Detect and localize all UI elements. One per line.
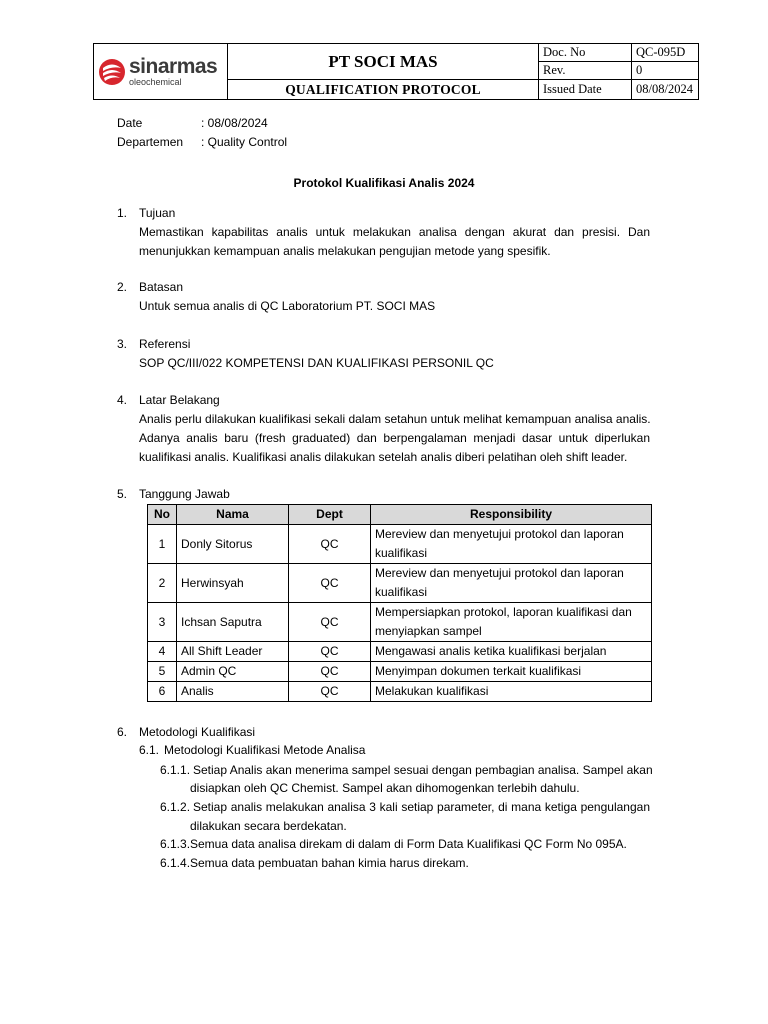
cell-dept: QC bbox=[289, 564, 371, 603]
meta-key-doc-no: Doc. No bbox=[539, 44, 632, 62]
item-line: Setiap Analis akan menerima sampel sesuai dengan pembagian analisa. Sampel akan bbox=[193, 763, 653, 777]
cell-responsibility: Mereview dan menyetujui protokol dan laporan kualifikasi bbox=[371, 525, 652, 564]
section-2-heading: Batasan bbox=[139, 280, 184, 294]
responsibility-table bbox=[147, 504, 652, 702]
cell-nama: Donly Sitorus bbox=[177, 525, 289, 564]
meta-value-rev: 0 bbox=[632, 62, 699, 80]
table-header-row bbox=[148, 505, 652, 525]
section-1-number: 1. bbox=[117, 206, 128, 220]
document-header bbox=[93, 43, 699, 100]
item-number: 6.1.4. bbox=[160, 856, 191, 870]
subsection-heading: Metodologi Kualifikasi Metode Analisa bbox=[164, 743, 366, 757]
cell-no: 1 bbox=[148, 525, 177, 564]
cell-nama: Admin QC bbox=[177, 662, 289, 682]
section-4-number: 4. bbox=[117, 393, 128, 407]
item-number: 6.1.2. bbox=[160, 800, 191, 814]
dept-value: : Quality Control bbox=[201, 135, 288, 149]
section-6-number: 6. bbox=[117, 725, 128, 739]
logo-cell bbox=[94, 44, 228, 100]
section-4-line: kualifikasi analis. Kualifikasi analis dilakukan setelah analis diberi pelatihan oleh shift leader. bbox=[139, 450, 628, 464]
meta-key-issued-date: Issued Date bbox=[539, 80, 632, 100]
section-6-heading: Metodologi Kualifikasi bbox=[139, 725, 256, 739]
dept-label: Departemen bbox=[117, 135, 184, 149]
section-1-line: menunjukkan kemampuan analis melakukan pengujian metode yang spesifik. bbox=[139, 244, 551, 258]
logo-sub: oleochemical bbox=[129, 77, 182, 87]
section-5-number: 5. bbox=[117, 487, 128, 501]
section-5-heading: Tanggung Jawab bbox=[139, 487, 230, 501]
cell-no: 6 bbox=[148, 682, 177, 702]
meta-value-issued-date: 08/08/2024 bbox=[632, 80, 699, 100]
table-row bbox=[148, 564, 652, 603]
cell-nama: Analis bbox=[177, 682, 289, 702]
company-logo bbox=[94, 56, 227, 87]
cell-dept: QC bbox=[289, 603, 371, 642]
document-title: Protokol Kualifikasi Analis 2024 bbox=[293, 176, 475, 190]
section-4-line: Analis perlu dilakukan kualifikasi sekali dalam setahun untuk melihat kemampuan analisa analis. bbox=[139, 412, 651, 426]
cell-dept: QC bbox=[289, 642, 371, 662]
cell-nama: Herwinsyah bbox=[177, 564, 289, 603]
item-line: Semua data analisa direkam di dalam di Form Data Kualifikasi QC Form No 095A. bbox=[190, 837, 627, 851]
company-name: PT SOCI MAS bbox=[228, 44, 539, 80]
section-1-heading: Tujuan bbox=[139, 206, 176, 220]
item-line: dilakukan secara berdekatan. bbox=[190, 819, 347, 833]
meta-value-doc-no: QC-095D bbox=[632, 44, 699, 62]
col-header-dept: Dept bbox=[289, 505, 371, 525]
cell-nama: Ichsan Saputra bbox=[177, 603, 289, 642]
date-label: Date bbox=[117, 116, 143, 130]
sinarmas-logo-icon bbox=[98, 58, 126, 86]
section-3-line: SOP QC/III/022 KOMPETENSI DAN KUALIFIKASI PERSONIL QC bbox=[139, 356, 494, 370]
section-4-line: Adanya analis baru (fresh graduated) dan berpengalaman menjadi dasar untuk diperlukan bbox=[139, 431, 650, 445]
cell-responsibility: Mengawasi analis ketika kualifikasi berjalan bbox=[371, 642, 652, 662]
cell-no: 2 bbox=[148, 564, 177, 603]
section-1-line: Memastikan kapabilitas analis untuk melakukan analisa dengan akurat dan presisi. Dan bbox=[139, 225, 650, 239]
item-line: disiapkan oleh QC Chemist. Sampel akan dihomogenkan terlebih dahulu. bbox=[190, 781, 580, 795]
item-number: 6.1.1. bbox=[160, 763, 191, 777]
date-value: : 08/08/2024 bbox=[201, 116, 268, 130]
cell-dept: QC bbox=[289, 682, 371, 702]
item-line: Setiap analis melakukan analisa 3 kali setiap parameter, di mana ketiga pengulangan bbox=[193, 800, 650, 814]
item-line: Semua data pembuatan bahan kimia harus direkam. bbox=[190, 856, 469, 870]
item-number: 6.1.3. bbox=[160, 837, 191, 851]
table-row bbox=[148, 662, 652, 682]
cell-responsibility: Mereview dan menyetujui protokol dan laporan kualifikasi bbox=[371, 564, 652, 603]
col-header-responsibility: Responsibility bbox=[371, 505, 652, 525]
protocol-title: QUALIFICATION PROTOCOL bbox=[228, 80, 539, 100]
cell-dept: QC bbox=[289, 662, 371, 682]
meta-key-rev: Rev. bbox=[539, 62, 632, 80]
section-2-number: 2. bbox=[117, 280, 128, 294]
table-row bbox=[148, 682, 652, 702]
cell-no: 3 bbox=[148, 603, 177, 642]
cell-responsibility: Menyimpan dokumen terkait kualifikasi bbox=[371, 662, 652, 682]
cell-no: 4 bbox=[148, 642, 177, 662]
logo-name: sinarmas bbox=[129, 55, 218, 78]
section-2-line: Untuk semua analis di QC Laboratorium PT. SOCI MAS bbox=[139, 299, 436, 313]
table-row bbox=[148, 642, 652, 662]
table-row bbox=[148, 603, 652, 642]
section-4-heading: Latar Belakang bbox=[139, 393, 220, 407]
cell-responsibility: Melakukan kualifikasi bbox=[371, 682, 652, 702]
section-3-heading: Referensi bbox=[139, 337, 191, 351]
cell-responsibility: Mempersiapkan protokol, laporan kualifikasi dan menyiapkan sampel bbox=[371, 603, 652, 642]
col-header-no: No bbox=[148, 505, 177, 525]
section-3-number: 3. bbox=[117, 337, 128, 351]
cell-dept: QC bbox=[289, 525, 371, 564]
col-header-nama: Nama bbox=[177, 505, 289, 525]
cell-no: 5 bbox=[148, 662, 177, 682]
subsection-number: 6.1. bbox=[139, 743, 160, 757]
table-row bbox=[148, 525, 652, 564]
cell-nama: All Shift Leader bbox=[177, 642, 289, 662]
